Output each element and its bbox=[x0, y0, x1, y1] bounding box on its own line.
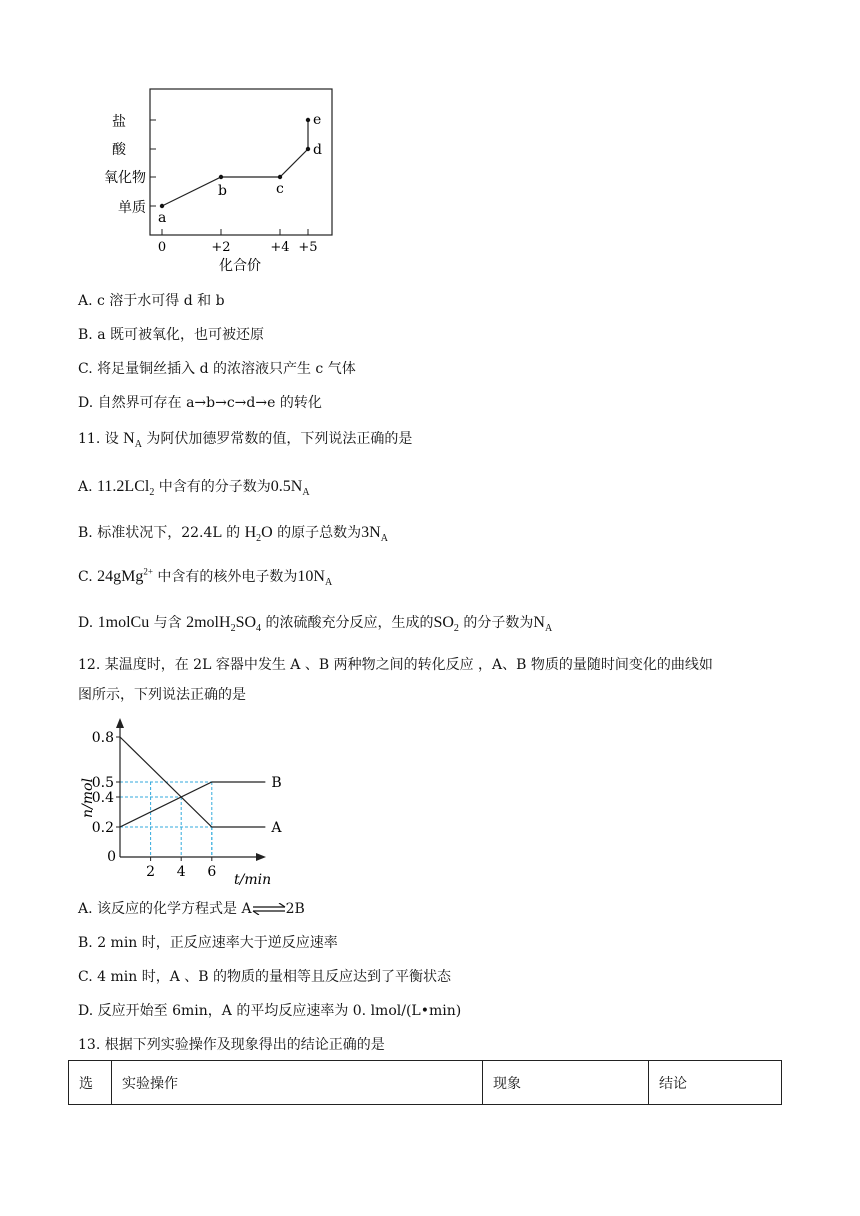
series-A-label: A bbox=[271, 820, 282, 836]
q11-option-b: B. 标准状况下，22.4L 的 $H_2O$ 的原子总数为$3N_A$ bbox=[78, 524, 388, 545]
q12-option-d: D. 反应开始至 6min，A 的平均反应速率为 0. lmol/(L•min) bbox=[78, 1003, 462, 1019]
x-axis-label: t/min bbox=[234, 872, 272, 888]
label-b: b bbox=[218, 183, 227, 199]
y-tick-label: 0.2 bbox=[91, 820, 114, 836]
q11-option-d: D. 1molCu 与含 $2molH_2SO_4$ 的浓硫酸充分反应，生成的$SO_2$ 的分子数为$N_A$ bbox=[78, 614, 553, 635]
amount-time-chart bbox=[70, 716, 290, 892]
y-axis-label: n/mol bbox=[80, 778, 96, 818]
header-operation: 实验操作 bbox=[112, 1061, 483, 1105]
point-b bbox=[219, 175, 223, 179]
label-e: e bbox=[313, 112, 322, 128]
point-e bbox=[306, 118, 310, 122]
y-axis-arrow bbox=[116, 718, 124, 728]
q10-option-c: C. 将足量铜丝插入 d 的浓溶液只产生 c 气体 bbox=[78, 361, 356, 377]
label-d: d bbox=[313, 142, 322, 158]
guide-lines bbox=[120, 782, 212, 857]
point-d bbox=[306, 147, 310, 151]
valence-diagram bbox=[100, 86, 340, 276]
x-axis-title: 化合价 bbox=[219, 258, 261, 274]
table-header-row bbox=[69, 1061, 782, 1105]
q11-option-a: A. 11.2LCl$_2$ 中含有的分子数为$0.5N_A$ bbox=[78, 478, 310, 499]
x-tick-5: +5 bbox=[298, 240, 318, 255]
y-label-element: 单质 bbox=[118, 200, 146, 216]
q12-stem-line2: 图所示，下列说法正确的是 bbox=[78, 687, 246, 703]
x-axis-arrow bbox=[256, 853, 266, 861]
q11-option-c: C. 24gMg$^{2+}$ 中含有的核外电子数为$10N_A$ bbox=[78, 566, 333, 589]
y-tick-label: 0.5 bbox=[91, 775, 114, 791]
diagram-frame bbox=[150, 89, 332, 235]
q12-option-b: B. 2 min 时，正反应速率大于逆反应速率 bbox=[78, 935, 338, 951]
y-tick-label: 0.8 bbox=[91, 730, 114, 746]
y-tick-label: 0.4 bbox=[91, 790, 114, 806]
header-option: 选 bbox=[69, 1061, 112, 1105]
y-label-salt: 盐 bbox=[112, 114, 126, 130]
series-B-label: B bbox=[271, 775, 282, 791]
x-tick-2: +2 bbox=[211, 240, 231, 255]
q10-option-b: B. a 既可被氧化，也可被还原 bbox=[78, 327, 264, 343]
x-tick-4: +4 bbox=[270, 240, 290, 255]
x-tick-label: 2 bbox=[146, 864, 156, 880]
y-label-oxide: 氧化物 bbox=[104, 170, 146, 186]
x-tick-0: 0 bbox=[157, 240, 167, 255]
q12-option-c: C. 4 min 时，A 、B 的物质的量相等且反应达到了平衡状态 bbox=[78, 969, 451, 985]
q11-stem: 11. 设 $N_A$ 为阿伏加德罗常数的值，下列说法正确的是 bbox=[78, 430, 413, 451]
experiment-table bbox=[68, 1060, 782, 1105]
series-B-line bbox=[120, 782, 265, 827]
q13-stem: 13. 根据下列实验操作及现象得出的结论正确的是 bbox=[78, 1037, 385, 1053]
label-c: c bbox=[276, 181, 284, 197]
point-a bbox=[160, 204, 164, 208]
q12-stem-line1: 12. 某温度时，在 2L 容器中发生 A 、B 两种物之间的转化反应 ，A、B 物质的量随时间变化的曲线如 bbox=[78, 657, 713, 673]
origin-label: 0 bbox=[107, 849, 116, 865]
point-c bbox=[278, 175, 282, 179]
reversible-arrow-icon bbox=[252, 903, 286, 915]
header-phenomenon: 现象 bbox=[483, 1061, 649, 1105]
label-a: a bbox=[158, 210, 167, 226]
header-conclusion: 结论 bbox=[649, 1061, 782, 1105]
x-tick-label: 6 bbox=[207, 864, 217, 880]
transform-path bbox=[162, 120, 308, 206]
y-label-acid: 酸 bbox=[112, 142, 126, 158]
q10-option-a: A. c 溶于水可得 d 和 b bbox=[78, 293, 225, 309]
q12-option-a: A. 该反应的化学方程式是 A 2B bbox=[78, 901, 305, 917]
q10-option-d: D. 自然界可存在 a→b→c→d→e 的转化 bbox=[78, 395, 322, 411]
x-tick-label: 4 bbox=[176, 864, 186, 880]
